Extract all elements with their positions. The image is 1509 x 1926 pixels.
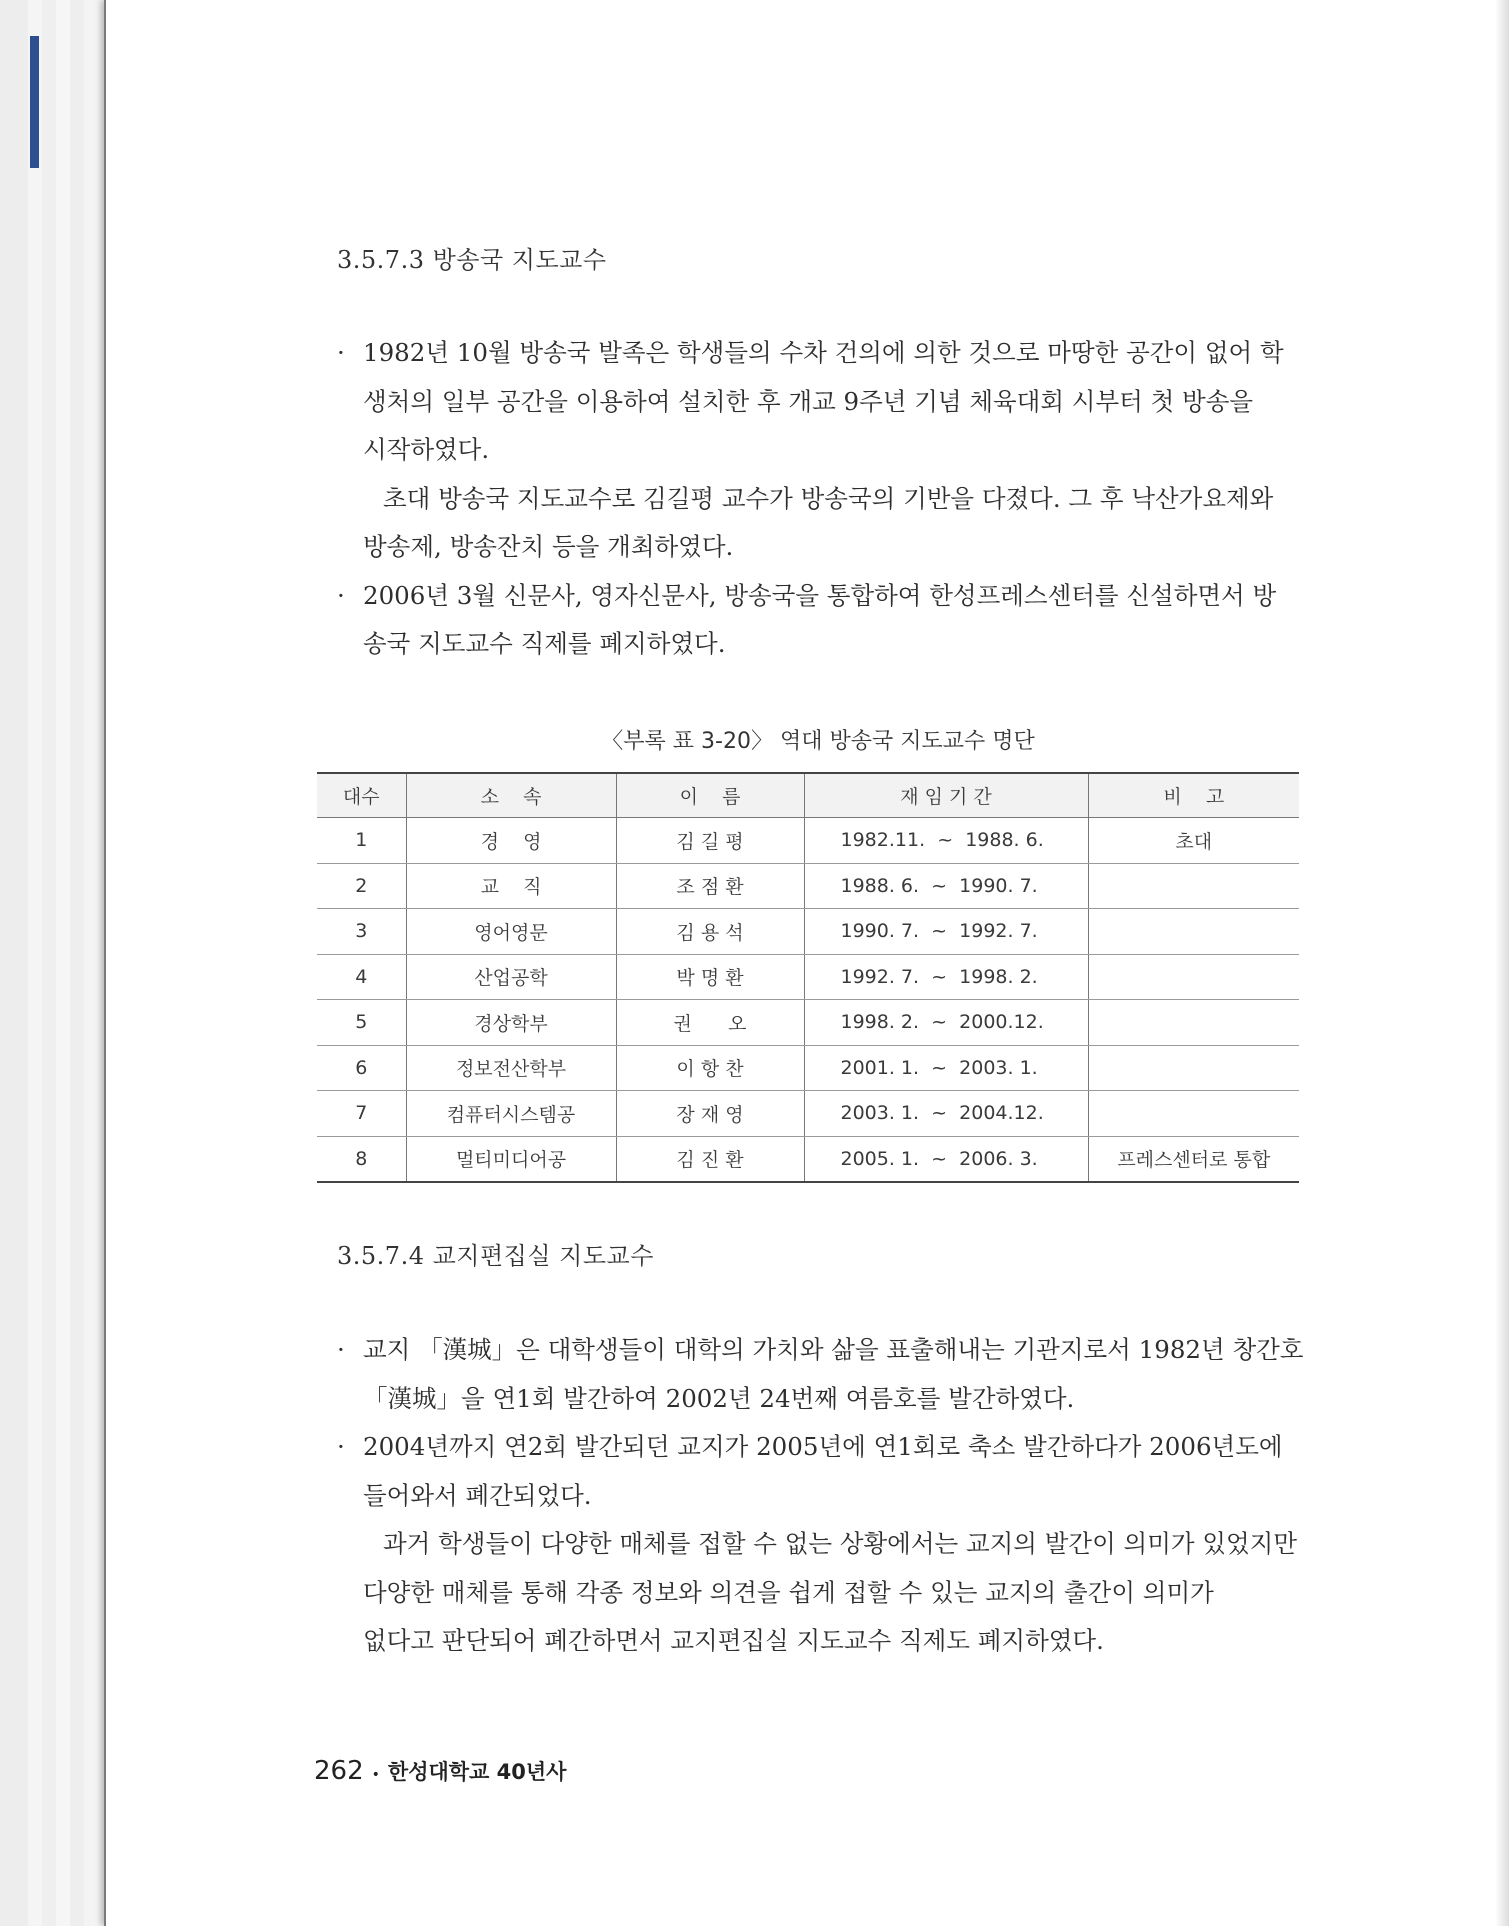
cell-affiliation: 영어영문 [406, 909, 616, 955]
cell-name: 김 길 평 [616, 818, 804, 864]
cell-affiliation: 멀티미디어공 [406, 1136, 616, 1182]
cell-affiliation: 정보전산학부 [406, 1045, 616, 1091]
cell-affiliation: 교 직 [406, 863, 616, 909]
bookmark-ribbon [30, 36, 39, 168]
cell-remarks [1088, 1091, 1299, 1137]
cell-term: 1992. 7. ~ 1998. 2. [804, 954, 1088, 1000]
text-line: 과거 학생들이 다양한 매체를 접할 수 없는 상황에서는 교지의 발간이 의미가 있었지만 [383, 1529, 1298, 1558]
cell-name: 장 재 영 [616, 1091, 804, 1137]
table-row [317, 818, 1299, 864]
cell-name: 김 용 석 [616, 909, 804, 955]
text-line: · 2006년 3월 신문사, 영자신문사, 방송국을 통합하여 한성프레스센터를 신설하면서 방 [337, 580, 1277, 610]
text-line: 없다고 판단되어 폐간하면서 교지편집실 지도교수 직제도 폐지하였다. [363, 1626, 1104, 1655]
magazine-text [337, 1326, 1304, 1666]
cell-name: 박 명 환 [616, 954, 804, 1000]
cell-term: 1988. 6. ~ 1990. 7. [804, 863, 1088, 909]
cell-generation: 1 [317, 818, 406, 864]
cell-name: 조 점 환 [616, 863, 804, 909]
cell-name: 이 항 찬 [616, 1045, 804, 1091]
text-line: 송국 지도교수 직제를 폐지하였다. [363, 629, 726, 658]
cell-remarks: 프레스센터로 통합 [1088, 1136, 1299, 1182]
table-row [317, 863, 1299, 909]
cell-affiliation: 경 영 [406, 818, 616, 864]
text-line: · 1982년 10월 방송국 발족은 학생들의 수차 건의에 의한 것으로 마땅한 공간이 없어 학 [337, 338, 1284, 367]
page-right-edge [1495, 0, 1509, 1926]
book-page-stack [0, 0, 110, 1926]
text-line: 시작하였다. [363, 435, 490, 464]
book-title: 한성대학교 40년사 [387, 1760, 567, 1784]
broadcasting-text [337, 329, 1299, 669]
text-line: 생처의 일부 공간을 이용하여 설치한 후 개교 9주년 기념 체육대회 시부터 첫 방송을 [363, 386, 1254, 416]
col-header-name: 이 름 [616, 773, 804, 818]
page-number: 262 [314, 1756, 364, 1786]
table-row [317, 1091, 1299, 1137]
table-row [317, 954, 1299, 1000]
cell-generation: 3 [317, 909, 406, 955]
footer-separator: • [371, 1766, 380, 1783]
cell-generation: 6 [317, 1045, 406, 1091]
cell-remarks [1088, 1045, 1299, 1091]
broadcasting-advisors-table [317, 772, 1299, 1183]
cell-term: 1982.11. ~ 1988. 6. [804, 818, 1088, 864]
table-header-row [317, 773, 1299, 818]
cell-generation: 5 [317, 1000, 406, 1046]
cell-term: 1998. 2. ~ 2000.12. [804, 1000, 1088, 1046]
cell-term: 1990. 7. ~ 1992. 7. [804, 909, 1088, 955]
cell-generation: 2 [317, 863, 406, 909]
text-line: 초대 방송국 지도교수로 김길평 교수가 방송국의 기반을 다졌다. 그 후 낙산가요제와 [383, 483, 1274, 513]
text-line: 방송제, 방송잔치 등을 개최하였다. [363, 532, 734, 561]
table-row [317, 1045, 1299, 1091]
text-line: 들어와서 폐간되었다. [363, 1480, 592, 1510]
cell-remarks [1088, 954, 1299, 1000]
col-header-affiliation: 소 속 [406, 773, 616, 818]
cell-generation: 7 [317, 1091, 406, 1137]
text-line: · 2004년까지 연2회 발간되던 교지가 2005년에 연1회로 축소 발간하다가 2006년도에 [337, 1432, 1283, 1461]
table-row [317, 1000, 1299, 1046]
table-row [317, 1136, 1299, 1182]
table-row [317, 909, 1299, 955]
table-caption: 〈부록 표 3-20〉 역대 방송국 지도교수 명단 [601, 729, 1035, 754]
page-footer [314, 1756, 566, 1786]
cell-name: 권 오 [616, 1000, 804, 1046]
col-header-generation: 대수 [317, 773, 406, 818]
cell-remarks [1088, 863, 1299, 909]
text-line: 「漢城」을 연1회 발간하여 2002년 24번째 여름호를 발간하였다. [363, 1383, 1075, 1413]
cell-remarks: 초대 [1088, 818, 1299, 864]
cell-remarks [1088, 1000, 1299, 1046]
cell-affiliation: 컴퓨터시스템공 [406, 1091, 616, 1137]
cell-generation: 8 [317, 1136, 406, 1182]
cell-term: 2005. 1. ~ 2006. 3. [804, 1136, 1088, 1182]
cell-name: 김 진 환 [616, 1136, 804, 1182]
cell-remarks [1088, 909, 1299, 955]
cell-term: 2003. 1. ~ 2004.12. [804, 1091, 1088, 1137]
text-line: 다양한 매체를 통해 각종 정보와 의견을 쉽게 접할 수 있는 교지의 출간이 의미가 [363, 1577, 1214, 1607]
cell-generation: 4 [317, 954, 406, 1000]
col-header-term: 재 임 기 간 [804, 773, 1088, 818]
section-heading-broadcasting: 3.5.7.3 방송국 지도교수 [337, 246, 607, 274]
cell-affiliation: 경상학부 [406, 1000, 616, 1046]
cell-term: 2001. 1. ~ 2003. 1. [804, 1045, 1088, 1091]
cell-affiliation: 산업공학 [406, 954, 616, 1000]
text-line: · 교지 「漢城」은 대학생들이 대학의 가치와 삶을 표출해내는 기관지로서 1982년 창간호 [337, 1335, 1304, 1364]
col-header-remarks: 비 고 [1088, 773, 1299, 818]
section-heading-magazine: 3.5.7.4 교지편집실 지도교수 [337, 1242, 654, 1270]
